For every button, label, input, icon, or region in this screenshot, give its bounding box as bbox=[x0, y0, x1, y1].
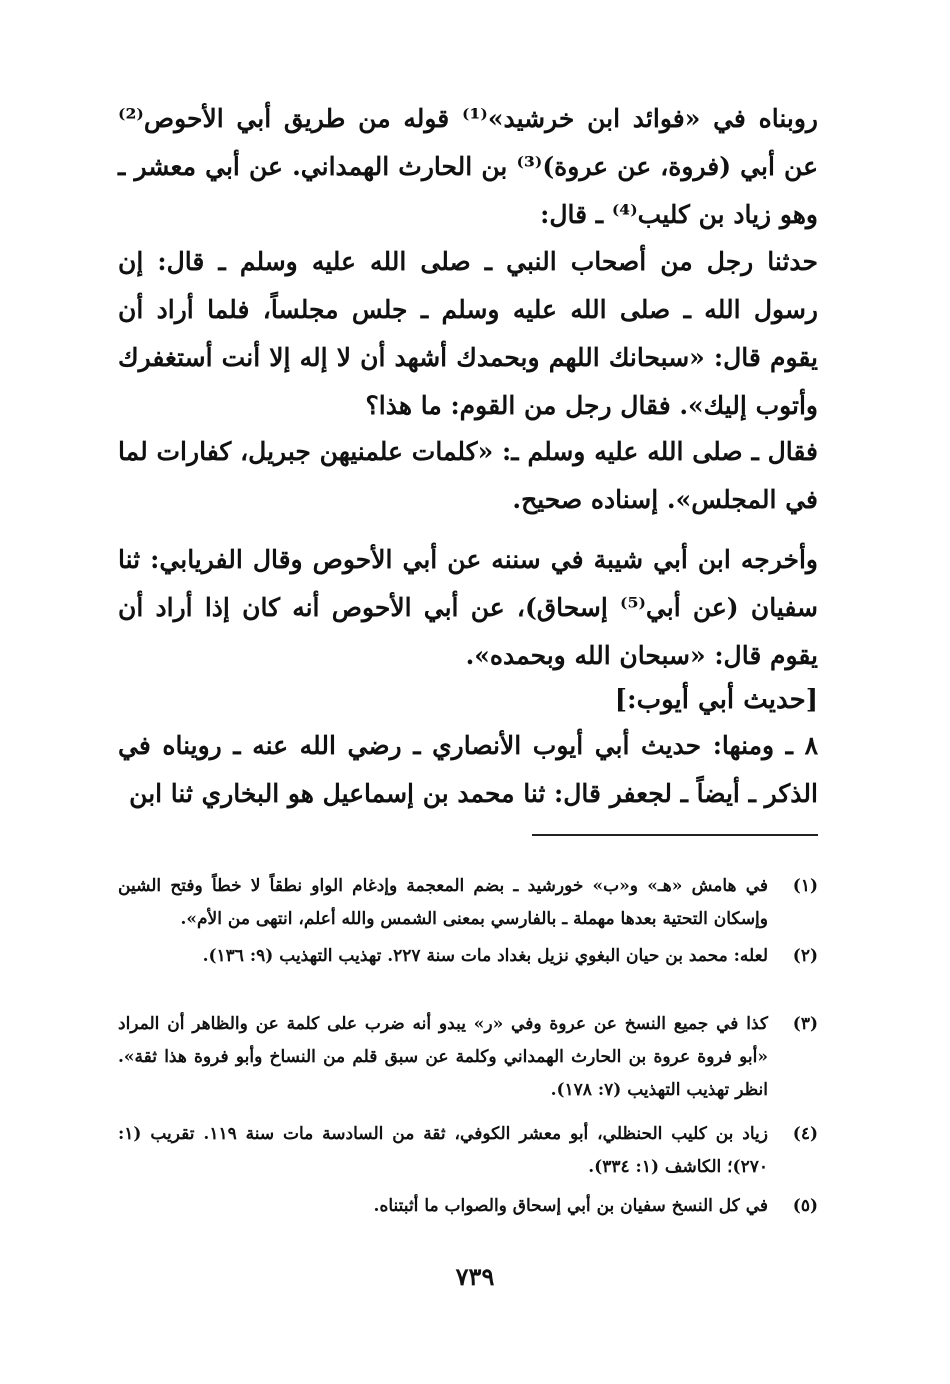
page-number: ٧٣٩ bbox=[455, 1262, 495, 1291]
footnote-number: (١) bbox=[792, 876, 818, 896]
paragraph-4: وأخرجه ابن أبي شيبة في سننه عن أبي الأحوص وقال الفريابي: ثنا سفيان (عن أبي⁽⁵⁾ إسحاق)، عن أبي الأحوص أنه كان إذا أراد أن يقوم قال: «سبحان الله وبحمده». bbox=[118, 545, 818, 670]
footnote-text: في هامش «هـ» و«ب» خورشيد ـ بضم المعجمة وإدغام الواو نطقاً لا خطاً وفتح الشين وإسكان التحتية بعدها مهملة ـ بالفارسي بمعنى الشمس والله أعلم، انتهى من الأم». bbox=[118, 876, 768, 929]
footnote-2 bbox=[118, 940, 818, 973]
footnote-text: زياد بن كليب الحنظلي، أبو معشر الكوفي، ثقة من السادسة مات سنة ١١٩. تقريب (١: ٢٧٠)؛ الكاشف (١: ٣٣٤). bbox=[118, 1124, 768, 1177]
footnote-text: كذا في جميع النسخ عن عروة وفي «ر» يبدو أنه ضرب على كلمة عن والظاهر أن المراد «أبو فروة عروة بن الحارث الهمداني وكلمة عن سبق قلم من النساخ وأبو فروة هذا ثقة». انظر تهذيب التهذيب (٧: ١٧٨). bbox=[118, 1014, 768, 1100]
footnote-number: (٢) bbox=[792, 946, 818, 966]
footnote-text: في كل النسخ سفيان بن أبي إسحاق والصواب ما أثبتناه. bbox=[373, 1196, 768, 1216]
footnote-5 bbox=[118, 1190, 818, 1223]
paragraph-1: روبناه في «فوائد ابن خرشيد»⁽¹⁾ قوله من طريق أبي الأحوص⁽²⁾ عن أبي (فروة، عن عروة)⁽³⁾ بن الحارث الهمداني. عن أبي معشر ـ وهو زياد بن كليب⁽⁴⁾ ـ قال: bbox=[118, 104, 818, 229]
section-heading: [حديث أبي أيوب:] bbox=[614, 685, 818, 715]
paragraph-3: فقال ـ صلى الله عليه وسلم ـ: «كلمات علمنيهن جبريل، كفارات لما في المجلس». إسناده صحيح. bbox=[118, 437, 818, 514]
footnote-4 bbox=[118, 1118, 818, 1184]
footnote-1 bbox=[118, 870, 818, 936]
footnote-number: (٥) bbox=[792, 1196, 818, 1216]
footnote-number: (٤) bbox=[792, 1124, 818, 1144]
footnote-number: (٣) bbox=[792, 1014, 818, 1034]
footnote-divider bbox=[532, 834, 818, 836]
paragraph-5: ٨ ـ ومنها: حديث أبي أيوب الأنصاري ـ رضي الله عنه ـ رويناه في الذكر ـ أيضاً ـ لجعفر قال: ثنا محمد بن إسماعيل هو البخاري ثنا ابن bbox=[118, 731, 818, 808]
paragraph-2: حدثنا رجل من أصحاب النبي ـ صلى الله عليه وسلم ـ قال: إن رسول الله ـ صلى الله عليه وسلم ـ جلس مجلساً، فلما أراد أن يقوم قال: «سبحانك اللهم وبحمدك أشهد أن لا إله إلا أنت أستغفرك وأتوب إليك». فقال رجل من القوم: ما هذا؟ bbox=[118, 247, 818, 420]
footnote-3 bbox=[118, 1008, 818, 1107]
footnote-text: لعله: محمد بن حيان البغوي نزيل بغداد مات سنة ٢٢٧. تهذيب التهذيب (٩: ١٣٦). bbox=[202, 946, 768, 966]
